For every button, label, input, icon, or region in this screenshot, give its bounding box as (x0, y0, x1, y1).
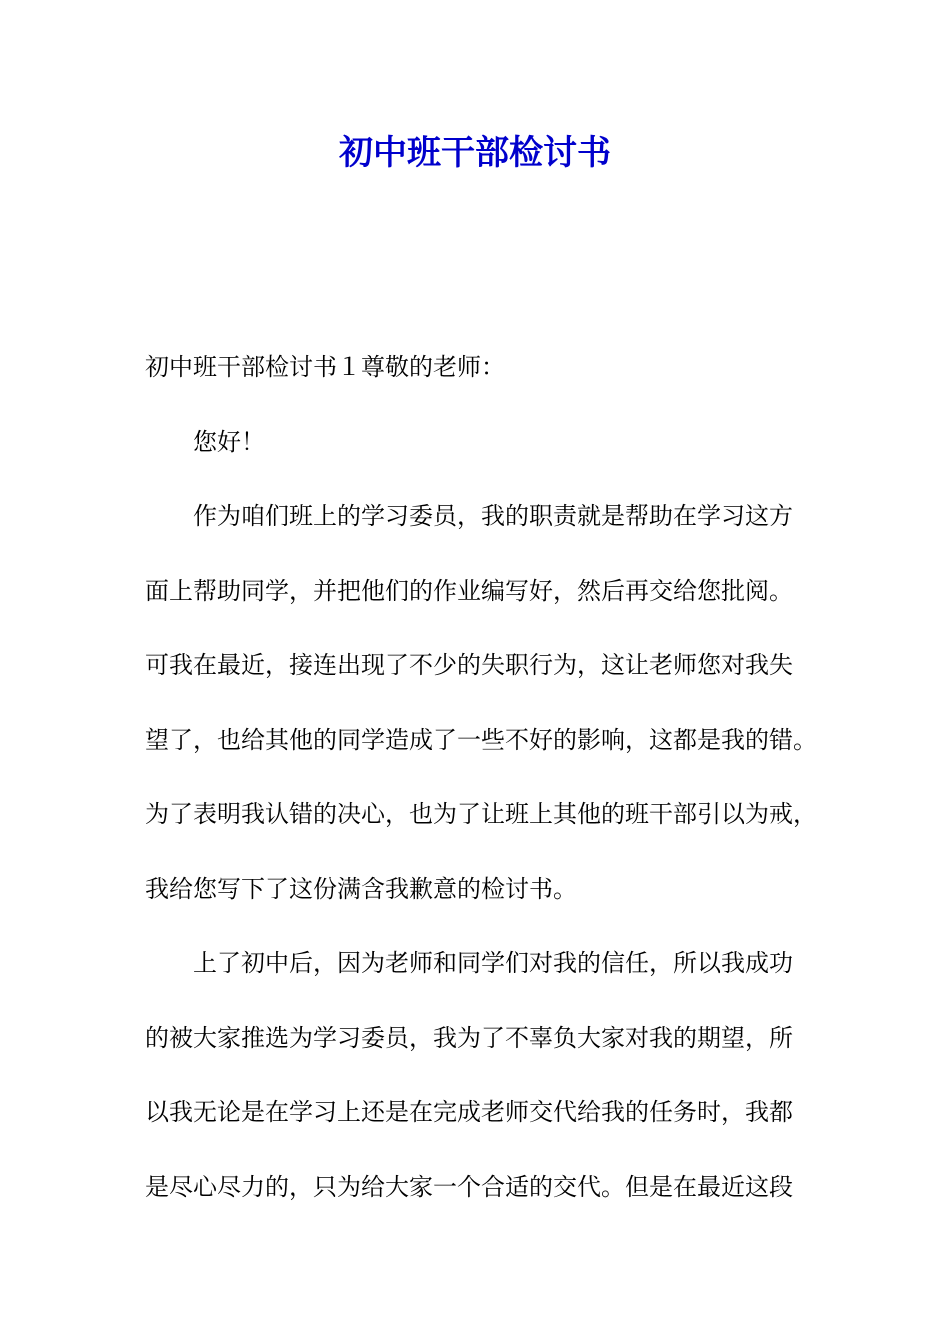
body-line: 您好！ (193, 427, 265, 456)
body-line: 我给您写下了这份满含我歉意的检讨书。 (145, 874, 577, 903)
body-line: 望了，也给其他的同学造成了一些不好的影响，这都是我的错。 (145, 725, 817, 754)
body-line: 可我在最近，接连出现了不少的失职行为，这让老师您对我失 (145, 651, 793, 679)
body-line: 是尽心尽力的，只为给大家一个合适的交代。但是在最近这段 (145, 1172, 793, 1201)
body-line: 初中班干部检讨书１尊敬的老师： (145, 353, 505, 381)
body-line: 上了初中后，因为老师和同学们对我的信任，所以我成功 (193, 949, 793, 977)
body-line: 以我无论是在学习上还是在完成老师交代给我的任务时，我都 (145, 1098, 793, 1126)
body-line: 为了表明我认错的决心，也为了让班上其他的班干部引以为戒， (145, 800, 817, 828)
document-title: 初中班干部检讨书 (339, 133, 611, 173)
body-line: 的被大家推选为学习委员，我为了不辜负大家对我的期望，所 (145, 1023, 793, 1052)
body-line: 作为咱们班上的学习委员，我的职责就是帮助在学习这方 (193, 502, 793, 530)
document-body (145, 330, 815, 1224)
body-line: 面上帮助同学，并把他们的作业编写好，然后再交给您批阅。 (145, 576, 793, 605)
